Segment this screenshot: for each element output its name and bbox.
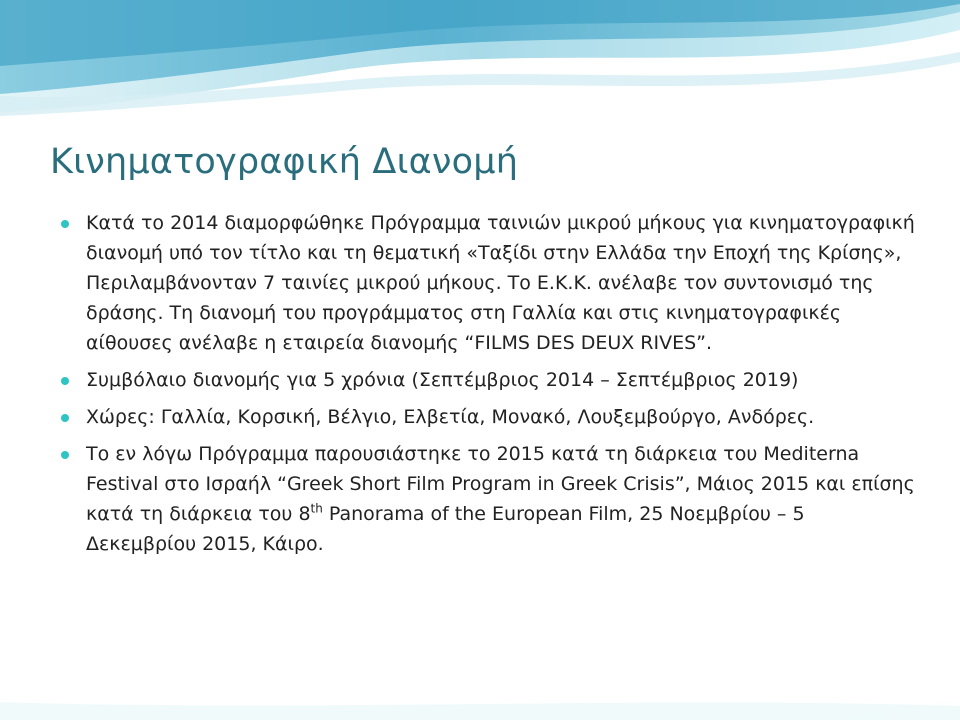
ordinal-superscript: th	[310, 501, 323, 516]
bullet-text-part: Το εν λόγω Πρόγραμμα παρουσιάστηκε το 2015 κατά τη διάρκεια του Mediterna Festival στο Ισραήλ “Greek Short Film Program in Greek Crisis”, Μάιος 2015 και επίσης κατά τη διάρκεια του 8	[86, 443, 915, 525]
bullet-dot-icon	[61, 220, 69, 228]
bullet-text-part: Panorama of the European Film, 25 Νοεμβρίου – 5 Δεκεμβρίου 2015, Κάιρο.	[86, 503, 805, 555]
bullet-item	[60, 439, 920, 559]
bullet-dot-icon	[61, 451, 69, 459]
bullet-text: Κατά το 2014 διαμορφώθηκε Πρόγραμμα ταινιών μικρού μήκους για κινηματογραφική διανομή υπό τον τίτλο και τη θεματική «Ταξίδι στην Ελλάδα την Εποχή της Κρίσης», Περιλαμβάνονταν 7 ταινίες μικρού μήκους. Το Ε.Κ.Κ. ανέλαβε τον συντονισμό της δράσης. Τη διανομή του προγράμματος στη Γαλλία και στις κινηματογραφικές αίθουσες ανέλαβε η εταιρεία διανομής “FILMS DES DEUX RIVES”.	[86, 212, 915, 354]
bullet-text: Συμβόλαιο διανομής για 5 χρόνια (Σεπτέμβριος 2014 – Σεπτέμβριος 2019)	[86, 369, 799, 391]
bullet-item	[60, 208, 920, 358]
bullet-item	[60, 402, 920, 432]
bullet-dot-icon	[61, 414, 69, 422]
bullet-text: Χώρες: Γαλλία, Κορσική, Βέλγιο, Ελβετία, Μονακό, Λουξεμβούργο, Ανδόρες.	[86, 406, 815, 428]
slide-title: Κινηματογραφική Διανομή	[50, 142, 519, 182]
bullet-dot-icon	[61, 377, 69, 385]
bullet-list	[60, 208, 920, 566]
bullet-item	[60, 365, 920, 395]
